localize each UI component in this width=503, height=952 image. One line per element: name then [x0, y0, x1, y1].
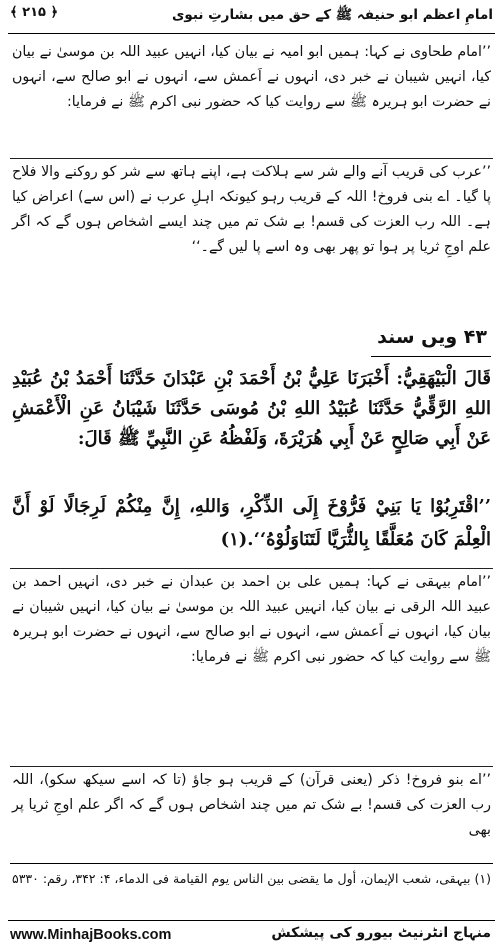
- hadith-translation-2: ’’اے بنو فروخ! ذکر (یعنی قرآن) کے قریب ہو جاؤ (تا کہ اسے سیکھ سکو)، اللہ رب العزت کی قسم! بے شک تم میں چند اشخاص ہوں گے کہ اگر علم اوجِ ثریا پر بھی: [12, 772, 491, 838]
- quote-divider-3: [10, 766, 493, 767]
- quote-divider-1: [10, 158, 493, 159]
- footer-rule: [8, 920, 495, 921]
- hadith-translation-1: ’’عرب کی قریب آنے والے شر سے ہلاکت ہے، اپنے ہاتھ سے شر کو روکنے والا فلاح پا گیا۔ اے بنی فروخ! اللہ کے قریب رہو کیونکہ اہلِ عرب نے (اس سے) اعراض کیا ہے۔ اللہ رب العزت کی قسم! بے شک تم میں چند ایسے اشخاص ہوں گے کہ اگر علم اوجِ ثریا پر ہوا تو پھر بھی وہ اسے پا لیں گے۔‘‘: [12, 164, 491, 255]
- arabic-isnad: قَالَ الْبَيْهَقِيُّ: أَخْبَرَنَا عَلِيُّ بْنُ أَحْمَدَ بْنِ عَبْدَانَ حَدَّثَنَا أَحْمَدُ بْنُ عُبَيْدِ اللهِ الرَّقِّيُّ حَدَّثَنَا عُبَيْدُ اللهِ بْنُ مُوسَى حَدَّثَنَا شَيْبَانُ عَنِ الْأَعْمَشِ عَنْ أَبِي صَالِحٍ عَنْ أَبِي هُرَيْرَةَ، وَلَفْظُهُ عَنِ النَّبِيِّ ﷺ قَالَ:: [12, 368, 491, 449]
- footer-credit: منہاج انٹرنیٹ بیورو کی پیشکش: [271, 925, 491, 941]
- quote-divider-2: [10, 568, 493, 569]
- running-title: امامِ اعظم ابو حنیفہ ﷺ کے حق میں بشارتِ نبوی: [172, 7, 493, 23]
- section-heading-underline: [371, 356, 491, 357]
- footnote-rule: [10, 863, 493, 864]
- section-heading: ۴۳ ویں سند: [377, 326, 487, 348]
- footnote: (۱) بیہقی، شعب الإیمان، أول ما یقضی بین الناس یوم القیامة فی الدماء، ۴: ۳۴۲، رقم: ۵۳۳۰: [11, 871, 491, 886]
- page-number: ﴿ ۲۱۵ ﴾: [10, 5, 59, 20]
- header-rule: [8, 33, 495, 34]
- page-header: [8, 2, 495, 36]
- arabic-hadith: ’’اقْتَرِبُوْا يَا بَنِيْ فَرُّوْخَ إِلَى الذِّكْرِ، وَاللهِ، إِنَّ مِنْكُمْ لَرِجَالًا لَوْ أَنَّ الْعِلْمَ كَانَ مُعَلَّقًا بِالثُّرَيَّا لَتَنَاوَلُوْهُ‘‘.(۱): [12, 496, 491, 550]
- narration-paragraph-2: ’’امام بیہقی نے کہا: ہمیں علی بن احمد بن عبدان نے خبر دی، انہیں احمد بن عبید اللہ الرقی نے بیان کیا، انہیں عبید اللہ بن موسیٰ نے بیان کیا، انہیں شیبان نے بیان کیا، انہوں نے اَعمش سے، انہوں نے ابو صالح سے، انہوں نے حضرت ابو ہریرہ ﷺ سے روایت کیا کہ حضور نبی اکرم ﷺ نے فرمایا:: [12, 574, 491, 665]
- footer-website-link[interactable]: www.MinhajBooks.com: [10, 927, 172, 943]
- narration-paragraph-1: ’’امام طحاوی نے کہا: ہمیں ابو امیہ نے بیان کیا، انہیں عبید اللہ بن موسیٰ نے بیان کیا، انہیں شیبان نے خبر دی، انہوں نے اَعمش سے، انہوں نے ابو صالح سے، انہوں نے حضرت ابو ہریرہ ﷺ سے روایت کیا کہ حضور نبی اکرم ﷺ نے فرمایا:: [12, 44, 491, 110]
